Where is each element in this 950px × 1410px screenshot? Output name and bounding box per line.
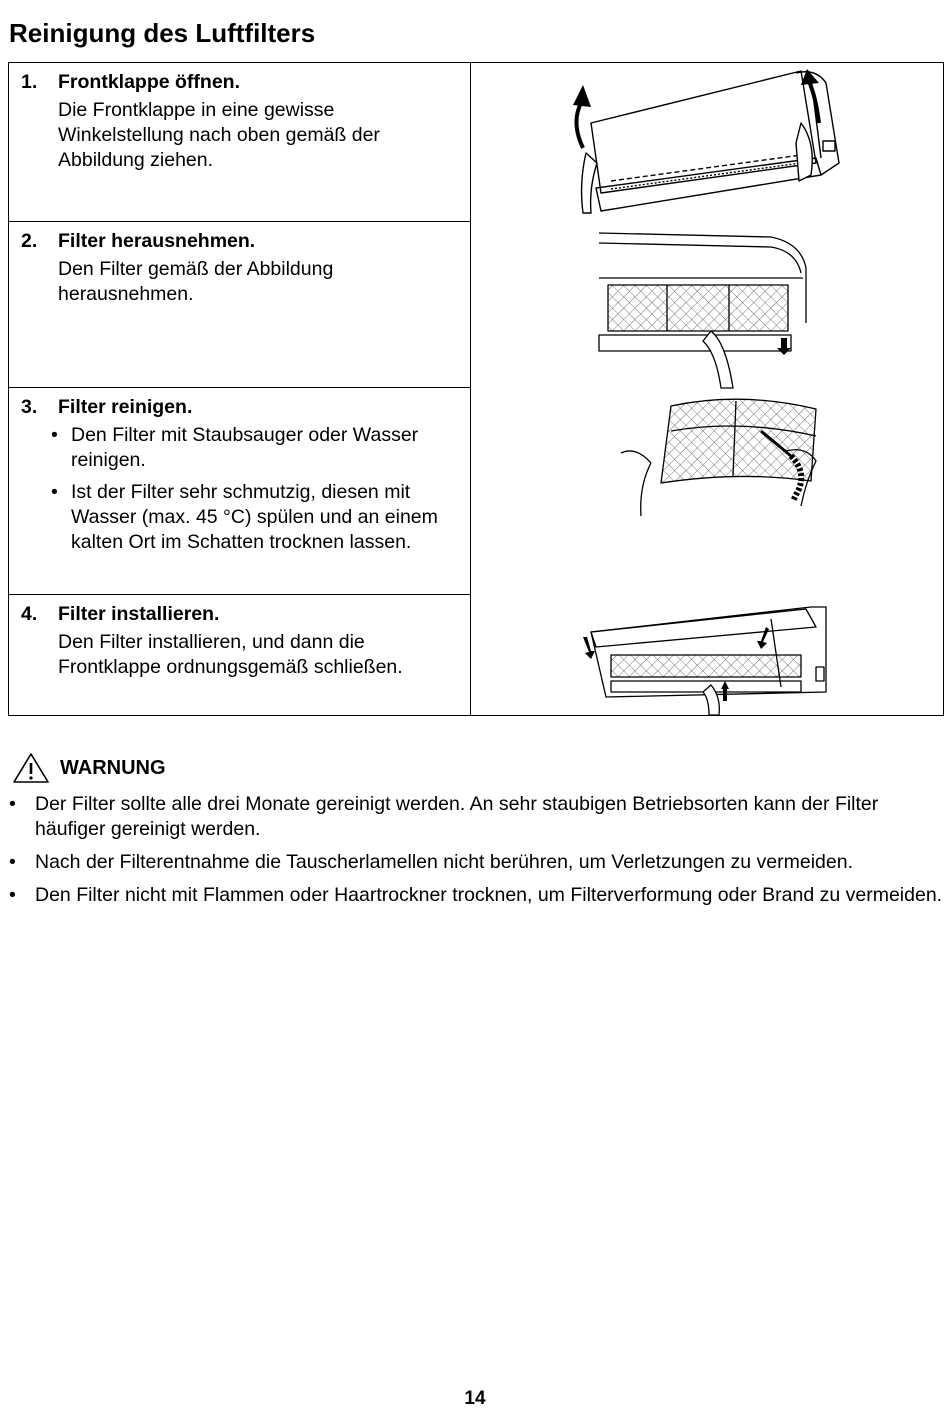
- step-text: Die Frontklappe in eine gewisse Winkelstellung nach oben gemäß der Abbildung ziehen.: [58, 99, 380, 171]
- step-text: Den Filter gemäß der Abbildung herausnehmen.: [58, 258, 334, 305]
- step-heading: Filter installieren.: [58, 603, 220, 625]
- step-heading: Frontklappe öffnen.: [58, 71, 240, 93]
- warning-label: WARNUNG: [60, 756, 166, 779]
- step-number: 2.: [21, 230, 38, 252]
- step-3-cell: [9, 388, 471, 595]
- list-item: • Nach der Filterentnahme die Tauscherlamellen nicht berühren, um Verletzungen zu vermeiden.: [9, 851, 854, 873]
- remove-filter-illustration: [471, 223, 941, 393]
- step-2-cell: [9, 222, 471, 388]
- step-1-cell: [9, 63, 471, 222]
- page-number: 14: [464, 1388, 486, 1409]
- step-number: 1.: [21, 71, 38, 93]
- illustrations-cell: [471, 63, 944, 716]
- bullet-icon: •: [51, 481, 58, 503]
- step-2: [9, 222, 470, 307]
- clean-filter-illustration: [471, 391, 941, 531]
- steps-table: [8, 62, 944, 716]
- step-heading: Filter reinigen.: [58, 396, 193, 418]
- list-item: • Der Filter sollte alle drei Monate gereinigt werden. An sehr staubigen Betriebsorten kann der Filter häufiger gereinigt werden.: [9, 793, 879, 840]
- list-item: • Den Filter nicht mit Flammen oder Haartrockner trocknen, um Filterverformung oder Brand zu vermeiden.: [9, 884, 943, 906]
- open-front-flap-illustration: [471, 63, 941, 223]
- step-heading: Filter herausnehmen.: [58, 230, 256, 252]
- bullet-icon: •: [51, 424, 58, 446]
- bullet-icon: •: [9, 793, 16, 815]
- step-4: [9, 595, 470, 680]
- bullet-icon: •: [9, 851, 16, 873]
- list-item: • Den Filter mit Staubsauger oder Wasser reinigen.: [51, 424, 419, 471]
- warning-list: [8, 792, 943, 916]
- list-item: • Ist der Filter sehr schmutzig, diesen mit Wasser (max. 45 °C) spülen und an einem kalten Ort im Schatten trocknen lassen.: [51, 481, 438, 553]
- step-1: [9, 63, 470, 173]
- warning-heading: [12, 752, 166, 784]
- warning-triangle-icon: [12, 752, 50, 784]
- step-4-cell: [9, 595, 471, 716]
- bullet-icon: •: [9, 884, 16, 906]
- install-filter-illustration: [471, 597, 941, 717]
- step-number: 4.: [21, 603, 38, 625]
- step-3: [9, 388, 470, 555]
- step-text: Den Filter installieren, und dann die Frontklappe ordnungsgemäß schließen.: [58, 631, 403, 678]
- page-title: Reinigung des Luftfilters: [9, 18, 316, 48]
- step-number: 3.: [21, 396, 38, 418]
